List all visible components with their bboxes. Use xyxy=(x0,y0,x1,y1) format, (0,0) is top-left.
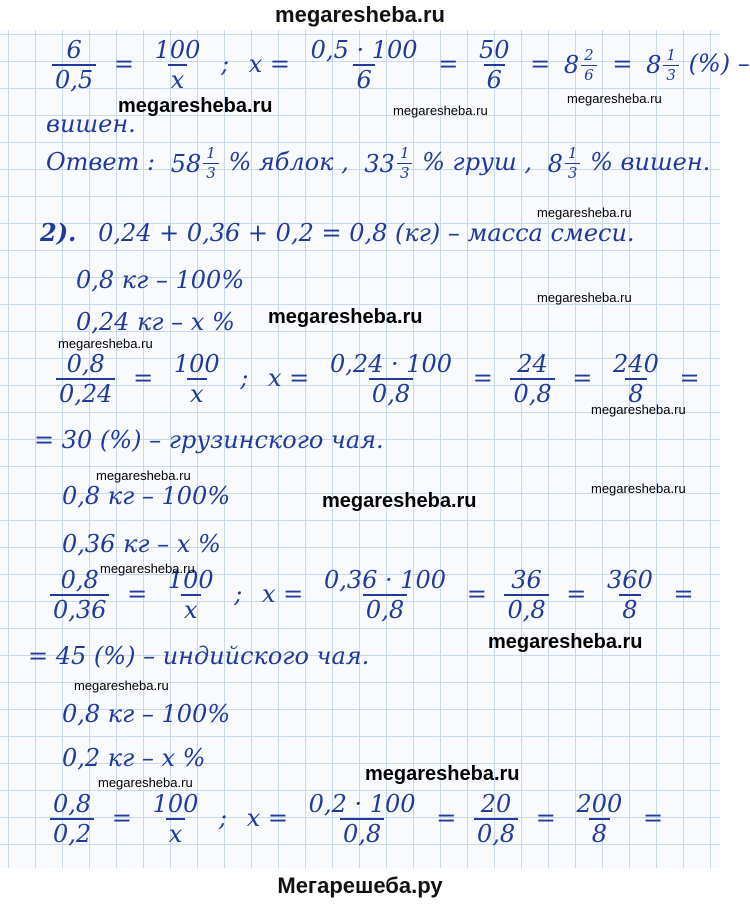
mixed-number: 8 $\frac{2}{6}$ xyxy=(564,48,599,83)
equation-line-indian: $\frac{0,8}{0,36}$ = $\frac{100}{x}$ ; x = $\frac{0,36 \cdot 100}{0,8}$ = $\frac{36}{0,8}$ = $\frac{360}{8}$ = xyxy=(46,568,700,622)
result-line: = 45 (%) – индийского чая. xyxy=(28,642,370,670)
proportion-line: 0,2 кг – x % xyxy=(62,744,206,772)
watermark: megaresheba.ru xyxy=(268,306,423,328)
watermark: megaresheba.ru xyxy=(591,402,686,417)
watermark: megaresheba.ru xyxy=(591,481,686,496)
watermark: megaresheba.ru xyxy=(488,631,643,653)
equation-line-georgian: $\frac{0,8}{0,24}$ = $\frac{100}{x}$ ; x = $\frac{0,24 \cdot 100}{0,8}$ = $\frac{24}{0,8}$ = $\frac{240}{8}$ = xyxy=(52,352,706,406)
proportion-line: 0,36 кг – x % xyxy=(62,530,221,558)
part-2-sum-line: 2). 0,24 + 0,36 + 0,2 = 0,8 (кг) – масса смеси. xyxy=(40,218,635,247)
text-line: вишен. xyxy=(46,110,136,138)
proportion-line: 0,8 кг – 100% xyxy=(62,700,231,728)
fraction: $\frac{6}{0,5}$ xyxy=(52,38,96,92)
result-line: = 30 (%) – грузинского чая. xyxy=(34,426,384,454)
answer-line: Ответ : 58 $\frac{1}{3}$ % яблок , 33 $\frac{1}{3}$ % груш , 8 $\frac{1}{3}$ % вишен. xyxy=(46,144,711,182)
task-number: 2). xyxy=(40,218,77,247)
proportion-line: 0,8 кг – 100% xyxy=(62,482,231,510)
proportion-line: 0,8 кг – 100% xyxy=(76,266,245,294)
proportion-line: 0,24 кг – x % xyxy=(76,308,235,336)
watermark: megaresheba.ru xyxy=(393,103,488,118)
watermark: megaresheba.ru xyxy=(58,336,153,351)
watermark: megaresheba.ru xyxy=(567,91,662,106)
fraction: $\frac{100}{x}$ xyxy=(154,36,201,94)
watermark: megaresheba.ru xyxy=(322,490,477,512)
watermark: megaresheba.ru xyxy=(365,763,520,785)
mixed-number: 8 $\frac{1}{3}$ xyxy=(646,48,681,83)
site-header: megaresheba.ru xyxy=(275,2,445,27)
site-footer: Мегарешеба.ру xyxy=(277,873,443,898)
fraction: $\frac{50}{6}$ xyxy=(478,36,510,94)
equation-line-third: $\frac{0,8}{0,2}$ = $\frac{100}{x}$ ; x = $\frac{0,2 \cdot 100}{0,8}$ = $\frac{20}{0,8}$ = $\frac{200}{8}$ = xyxy=(46,792,669,846)
notebook-page xyxy=(0,30,750,868)
watermark: megaresheba.ru xyxy=(100,561,195,576)
fraction: $\frac{0,5 \cdot 100}{6}$ xyxy=(310,36,418,94)
watermark: megaresheba.ru xyxy=(98,775,193,790)
watermark: megaresheba.ru xyxy=(96,468,191,483)
watermark: megaresheba.ru xyxy=(74,678,169,693)
watermark: megaresheba.ru xyxy=(537,290,632,305)
watermark: megaresheba.ru xyxy=(118,95,273,117)
watermark: megaresheba.ru xyxy=(537,205,632,220)
equation-line-apples-end: $\frac{6}{0,5}$ = $\frac{100}{x}$ ; x = $\frac{0,5 \cdot 100}{6}$ = $\frac{50}{6}$ = 8 $\frac{2}{6}$ = 8 $\frac{1}{3}$ (%) – xyxy=(48,38,750,92)
